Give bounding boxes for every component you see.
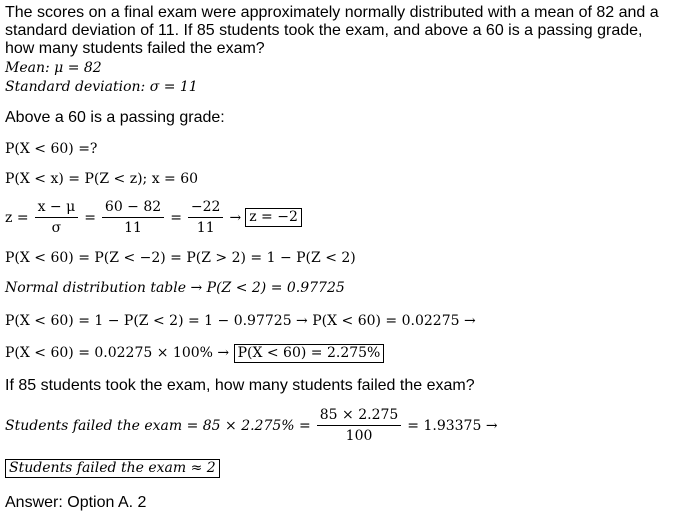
passing-grade-heading: Above a 60 is a passing grade:	[5, 109, 225, 126]
symmetry-step: P(X < 60) = P(Z < −2) = P(Z > 2) = 1 − P(Z < 2)	[5, 250, 356, 266]
probability-definition: P(X < x) = P(Z < z); x = 60	[5, 171, 199, 187]
given-mean: Mean: μ = 82	[5, 60, 102, 76]
z-simplified-numerator: −22	[188, 199, 224, 218]
normal-table-step	[5, 279, 345, 297]
arrow-icon: →	[229, 209, 242, 226]
final-answer: Answer: Option A. 2	[5, 494, 147, 511]
z-simplified-fraction	[188, 199, 224, 236]
probability-question: P(X < 60) =?	[5, 141, 98, 157]
failed-students-denominator: 100	[345, 428, 373, 444]
failed-students-numerator: 85 × 2.275	[317, 407, 402, 426]
equals-sign: =	[84, 209, 96, 226]
z-substitution-denominator: 11	[124, 220, 142, 236]
percentage-lhs: P(X < 60) = 0.02275 × 100% →	[5, 345, 230, 361]
failed-students-fraction	[317, 407, 402, 444]
normal-table-lookup: Normal distribution table → P(Z < 2) = 0.97725	[5, 280, 345, 296]
percentage-result-box: P(X < 60) = 2.275%	[234, 344, 385, 363]
z-score-lhs: z =	[5, 209, 29, 226]
percentage-step	[5, 344, 384, 363]
z-formula-fraction	[35, 199, 79, 236]
failed-students-result-line	[5, 459, 220, 478]
probability-calculation: P(X < 60) = 1 − P(Z < 2) = 1 − 0.97725 → P(X < 60) = 0.02275 →	[5, 313, 476, 329]
z-simplified-denominator: 11	[196, 220, 215, 236]
failed-students-result-box: Students failed the exam ≈ 2	[5, 459, 220, 478]
failed-students-question: If 85 students took the exam, how many students failed the exam?	[5, 377, 475, 394]
z-result-box: z = −2	[245, 208, 302, 227]
failed-students-rhs: = 1.93375 →	[407, 417, 498, 434]
given-standard-deviation: Standard deviation: σ = 11	[5, 79, 198, 95]
z-score-equation	[5, 199, 302, 236]
z-substitution-fraction	[102, 199, 164, 236]
z-substitution-numerator: 60 − 82	[102, 199, 164, 218]
failed-students-lhs: Students failed the exam = 85 × 2.275% =	[5, 417, 311, 434]
problem-statement: The scores on a final exam were approximately normally distributed with a mean of 82 and a standard deviation of 11. If 85 students took the exam, and above a 60 is a passing grade, how many students failed the exam?	[5, 4, 659, 57]
z-formula-numerator: x − μ	[35, 199, 79, 218]
equals-sign: =	[170, 209, 182, 226]
z-formula-denominator: σ	[51, 220, 62, 236]
failed-students-equation	[5, 407, 498, 444]
